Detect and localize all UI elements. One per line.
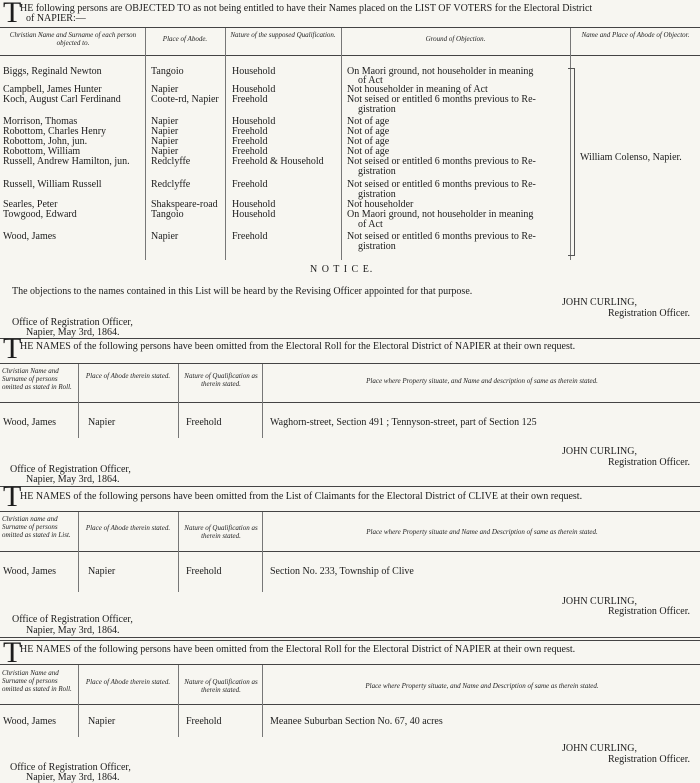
column-header-name: Christian Name and Surname of persons omitted as stated in Roll. bbox=[2, 367, 72, 391]
column-header-qualification: Nature of Qualification as therein stated. bbox=[184, 372, 258, 388]
row-nature: Household bbox=[232, 116, 276, 127]
row-ground: Not seised or entitled 6 months previous to Re- bbox=[347, 156, 536, 167]
row-abode: Coote-rd, Napier bbox=[151, 94, 219, 105]
row-name: Biggs, Reginald Newton bbox=[3, 66, 102, 77]
row-ground: Not householder bbox=[347, 199, 414, 210]
row-abode: Napier bbox=[151, 146, 179, 157]
column-header-abode: Place of Abode therein stated. bbox=[85, 372, 171, 380]
notice-title: N O T I C E. bbox=[310, 264, 374, 275]
column-header-property: Place where Property situate, and Name and Description of same as therein stated. bbox=[365, 682, 599, 690]
signer-title: Registration Officer. bbox=[608, 754, 691, 765]
row-nature: Freehold bbox=[186, 417, 222, 428]
signer-name: JOHN CURLING, bbox=[562, 743, 637, 754]
row-name: Russell, Andrew Hamilton, jun. bbox=[3, 156, 130, 167]
row-property: Section No. 233, Township of Clive bbox=[270, 566, 414, 577]
row-abode: Tangoio bbox=[151, 209, 184, 220]
row-ground-cont: gistration bbox=[358, 241, 396, 252]
row-name: Robottom, William bbox=[3, 146, 81, 157]
row-nature: Household bbox=[232, 199, 276, 210]
row-nature: Freehold bbox=[232, 146, 268, 157]
date-line: Napier, May 3rd, 1864. bbox=[26, 474, 120, 485]
signer-title: Registration Officer. bbox=[608, 308, 691, 319]
row-nature: Household bbox=[232, 66, 276, 77]
row-nature: Freehold bbox=[232, 126, 268, 137]
column-header-name: Christian Name and Surname of persons omitted as stated in Roll. bbox=[2, 669, 72, 693]
office-line: Office of Registration Officer, bbox=[12, 614, 133, 625]
drop-cap: T bbox=[3, 332, 22, 365]
row-name: Wood, James bbox=[3, 716, 57, 727]
column-header-abode: Place of Abode. bbox=[162, 35, 208, 43]
signer-name: JOHN CURLING, bbox=[562, 446, 637, 457]
signer-name: JOHN CURLING, bbox=[562, 297, 637, 308]
row-ground-cont: of Act bbox=[358, 219, 383, 230]
row-ground: Not seised or entitled 6 months previous to Re- bbox=[347, 94, 536, 105]
column-header-qualification: Nature of the supposed Qualification. bbox=[230, 31, 336, 39]
row-nature: Freehold & Household bbox=[232, 156, 324, 167]
row-nature: Freehold bbox=[232, 136, 268, 147]
row-name: Robottom, John, jun. bbox=[3, 136, 88, 147]
notice-text: The objections to the names contained in this List will be heard by the Revising Officer appointed for that purpose. bbox=[12, 286, 473, 297]
row-ground: Not seised or entitled 6 months previous to Re- bbox=[347, 231, 536, 242]
row-name: Morrison, Thomas bbox=[3, 116, 78, 127]
row-abode: Napier bbox=[151, 116, 179, 127]
row-name: Wood, James bbox=[3, 231, 57, 242]
row-ground-cont: of Act bbox=[358, 75, 383, 86]
row-ground-cont: gistration bbox=[358, 166, 396, 177]
row-abode: Napier bbox=[151, 231, 179, 242]
row-abode: Napier bbox=[151, 136, 179, 147]
office-line: Office of Registration Officer, bbox=[10, 762, 131, 773]
date-line: Napier, May 3rd, 1864. bbox=[26, 327, 120, 338]
row-ground: Not of age bbox=[347, 116, 390, 127]
office-line: Office of Registration Officer, bbox=[10, 464, 131, 475]
column-header-property: Place where Property situate and Name and Description of same as therein stated. bbox=[366, 528, 598, 536]
row-abode: Tangoio bbox=[151, 66, 184, 77]
row-nature: Freehold bbox=[186, 566, 222, 577]
row-name: Towgood, Edward bbox=[3, 209, 77, 220]
row-ground: On Maori ground, not householder in meaning bbox=[347, 209, 534, 220]
row-ground: On Maori ground, not householder in meaning bbox=[347, 66, 534, 77]
omission-intro: HE NAMES of the following persons have been omitted from the List of Claimants for the Electoral District of CLIVE at their own request. bbox=[20, 491, 583, 502]
row-abode: Napier bbox=[88, 566, 116, 577]
drop-cap: T bbox=[3, 480, 22, 513]
date-line: Napier, May 3rd, 1864. bbox=[26, 772, 120, 783]
row-name: Russell, William Russell bbox=[3, 179, 102, 190]
row-property: Meanee Suburban Section No. 67, 40 acres bbox=[270, 716, 443, 727]
row-abode: Napier bbox=[88, 417, 116, 428]
objector-name: William Colenso, Napier. bbox=[580, 152, 682, 163]
row-abode: Napier bbox=[88, 716, 116, 727]
drop-cap: T bbox=[3, 0, 22, 29]
signer-title: Registration Officer. bbox=[608, 457, 691, 468]
office-line: Office of Registration Officer, bbox=[12, 317, 133, 328]
row-ground-cont: gistration bbox=[358, 104, 396, 115]
column-header-abode: Place of Abode therein stated. bbox=[85, 678, 171, 686]
drop-cap: T bbox=[3, 636, 22, 669]
omission-intro: HE NAMES of the following persons have been omitted from the Electoral Roll for the Electoral District of NAPIER at their own request. bbox=[20, 644, 576, 655]
row-name: Wood, James bbox=[3, 417, 57, 428]
row-abode: Shakspeare-road bbox=[151, 199, 218, 210]
column-header-qualification: Nature of Qualification as therein stated. bbox=[184, 524, 258, 540]
column-header-qualification: Nature of Qualification as therein stated. bbox=[184, 678, 258, 694]
column-header-property: Place where Property situate, and Name and description of same as therein stated. bbox=[366, 377, 598, 385]
column-header-abode: Place of Abode therein stated. bbox=[85, 524, 171, 532]
row-ground: Not householder in meaning of Act bbox=[347, 84, 488, 95]
row-nature: Freehold bbox=[186, 716, 222, 727]
row-ground: Not of age bbox=[347, 136, 390, 147]
row-abode: Napier bbox=[151, 84, 179, 95]
objector-brace bbox=[568, 68, 575, 256]
date-line: Napier, May 3rd, 1864. bbox=[26, 625, 120, 636]
objection-intro: HE following persons are OBJECTED TO as not being entitled to have their Names placed on the LIST OF VOTERS for the Electoral District bbox=[20, 3, 593, 14]
row-nature: Household bbox=[232, 84, 276, 95]
row-ground: Not seised or entitled 6 months previous to Re- bbox=[347, 179, 536, 190]
row-nature: Household bbox=[232, 209, 276, 220]
column-header-name: Christian name and Surname of persons omitted as stated in List. bbox=[2, 515, 71, 539]
signer-name: JOHN CURLING, bbox=[562, 596, 637, 607]
row-nature: Freehold bbox=[232, 179, 268, 190]
row-nature: Freehold bbox=[232, 231, 268, 242]
row-name: Robottom, Charles Henry bbox=[3, 126, 107, 137]
row-name: Koch, August Carl Ferdinand bbox=[3, 94, 121, 105]
column-header-name: Christian Name and Surname of each person objected to. bbox=[9, 31, 137, 47]
row-abode: Redclyffe bbox=[151, 179, 191, 190]
row-name: Campbell, James Hunter bbox=[3, 84, 102, 95]
row-name: Searles, Peter bbox=[3, 199, 58, 210]
row-name: Wood, James bbox=[3, 566, 57, 577]
signer-title: Registration Officer. bbox=[608, 606, 691, 617]
row-abode: Napier bbox=[151, 126, 179, 137]
row-nature: Freehold bbox=[232, 94, 268, 105]
column-header-ground: Ground of Objection. bbox=[425, 35, 486, 43]
row-ground: Not of age bbox=[347, 126, 390, 137]
row-property: Waghorn-street, Section 491 ; Tennyson-street, part of Section 125 bbox=[270, 417, 537, 428]
row-abode: Redclyffe bbox=[151, 156, 191, 167]
row-ground: Not of age bbox=[347, 146, 390, 157]
column-header-objector: Name and Place of Abode of Objector. bbox=[581, 31, 690, 39]
omission-intro: HE NAMES of the following persons have been omitted from the Electoral Roll for the Electoral District of NAPIER at their own request. bbox=[20, 341, 576, 352]
objection-intro-2: of NAPIER:— bbox=[26, 13, 86, 24]
row-ground-cont: gistration bbox=[358, 189, 396, 200]
